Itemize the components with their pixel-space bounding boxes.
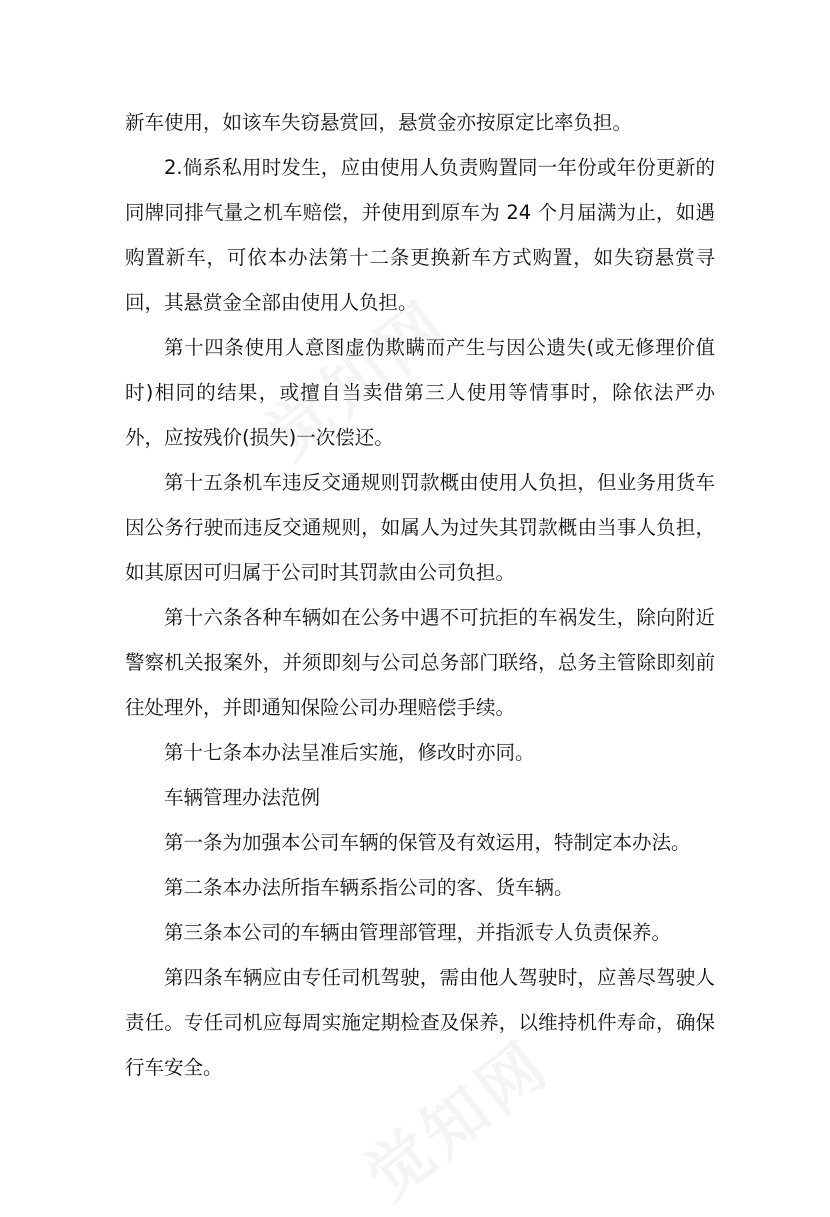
paragraph: 第一条为加强本公司车辆的保管及有效运用，特制定本办法。 — [164, 831, 691, 854]
paragraph: 第十六条各种车辆如在公务中遇不可抗拒的车祸发生，除向附近警察机关报案外，并须即刻与公司总务部门联络，总务主管除即刻前往处理外，并即通知保险公司办理赔偿手续。 — [125, 606, 715, 719]
paragraph: 2.倘系私用时发生，应由使用人负责购置同一年份或年份更新的同牌同排气量之机车赔偿，并使用到原车为 24 个月届满为止，如遇购置新车，可依本办法第十二条更换新车方式购置，如失窃悬赏寻回，其悬赏金全部由使用人负担。 — [125, 156, 715, 314]
document-body — [125, 100, 715, 1090]
paragraph: 第十七条本办法呈准后实施，修改时亦同。 — [164, 741, 535, 764]
paragraph: 第二条本办法所指车辆系指公司的客、货车辆。 — [164, 876, 574, 899]
paragraph: 新车使用，如该车失窃悬赏回，悬赏金亦按原定比率负担。 — [125, 111, 633, 134]
paragraph: 第三条本公司的车辆由管理部管理，并指派专人负责保养。 — [164, 921, 672, 944]
paragraph: 第四条车辆应由专任司机驾驶，需由他人驾驶时，应善尽驾驶人责任。专任司机应每周实施定期检查及保养，以维持机件寿命，确保行车安全。 — [125, 966, 715, 1079]
paragraph: 第十五条机车违反交通规则罚款概由使用人负担，但业务用货车因公务行驶而违反交通规则，如属人为过失其罚款概由当事人负担，如其原因可归属于公司时其罚款由公司负担。 — [125, 471, 715, 584]
paragraph: 第十四条使用人意图虚伪欺瞒而产生与因公遗失(或无修理价值时)相同的结果，或擅自当卖借第三人使用等情事时，除依法严办外，应按残价(损失)一次偿还。 — [125, 336, 715, 449]
section-title: 车辆管理办法范例 — [164, 786, 321, 809]
